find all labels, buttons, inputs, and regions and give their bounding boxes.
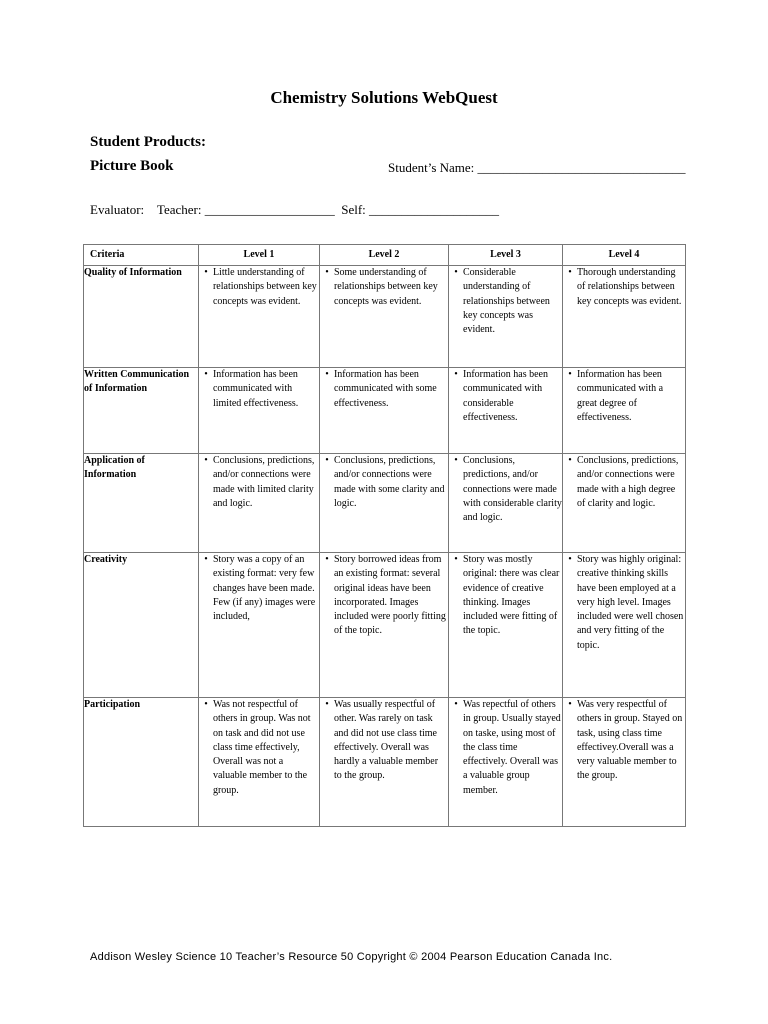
bullet-icon: •: [454, 699, 458, 710]
rubric-cell: [319, 368, 448, 454]
bullet-icon: •: [325, 369, 329, 380]
bullet-icon: •: [204, 554, 208, 565]
bullet-icon: •: [568, 554, 572, 565]
table-row: [84, 368, 686, 454]
rubric-cell: [562, 368, 685, 454]
rubric-cell: [198, 454, 319, 553]
bullet-icon: •: [454, 369, 458, 380]
cell-text: Was repectful of others in group. Usually stayed on taske, using most of the class time effectively. Overall was a valuable group member.: [463, 699, 561, 796]
cell-text: Story was a copy of an existing format: very few changes have been made. Few (if any) images were included,: [212, 554, 316, 623]
cell-text: Some understanding of relationships between key concepts was evident.: [333, 267, 438, 307]
student-products-label: Student Products:: [90, 134, 206, 150]
bullet-icon: •: [204, 455, 208, 466]
rubric-cell: [198, 266, 319, 368]
bullet-icon: •: [454, 455, 458, 466]
rubric-cell: [449, 266, 563, 368]
criteria-cell: Quality of Information: [84, 266, 199, 368]
bullet-icon: •: [568, 369, 572, 380]
rubric-cell: [449, 454, 563, 553]
bullet-icon: •: [454, 267, 458, 278]
cell-text: Little understanding of relationships between key concepts was evident.: [212, 267, 317, 307]
cell-text: Information has been communicated with some effectiveness.: [333, 369, 437, 409]
page-footer: Addison Wesley Science 10 Teacher’s Resource 50 Copyright © 2004 Pearson Education Canada Inc.: [90, 951, 613, 963]
document-title: Chemistry Solutions WebQuest: [270, 88, 498, 107]
rubric-cell: [449, 698, 563, 827]
criteria-cell: Creativity: [84, 553, 199, 698]
rubric-header-row: [84, 245, 686, 266]
rubric-cell: [319, 454, 448, 553]
rubric-cell: [449, 368, 563, 454]
cell-text: Information has been communicated with considerable effectiveness.: [463, 369, 548, 423]
cell-text: Story borrowed ideas from an existing format: several original ideas have been incorporated. Images included were poorly fitting of the topic.: [333, 554, 446, 637]
rubric-cell: [319, 553, 448, 698]
cell-text: Was usually respectful of other. Was rarely on task and did not use class time effectively. Overall was hardly a valuable member to the group.: [333, 699, 439, 782]
cell-text: Conclusions, predictions, and/or connections were made with limited clarity and logic.: [212, 455, 315, 509]
cell-text: Considerable understanding of relationships between key concepts was evident.: [463, 267, 550, 336]
evaluator-line: Evaluator: Teacher: ____________________ Self: ____________________: [90, 202, 500, 217]
rubric-table: [83, 244, 686, 827]
rubric-cell: [562, 266, 685, 368]
cell-text: Information has been communicated with limited effectiveness.: [212, 369, 299, 409]
cell-text: Story was mostly original: there was clear evidence of creative thinking. Images included were fitting of the topic.: [463, 554, 560, 637]
bullet-icon: •: [325, 699, 329, 710]
cell-text: Was not respectful of others in group. Was not on task and did not use class time effectively, Overall was not a valuable member to the group.: [212, 699, 311, 796]
product-name: Picture Book: [90, 158, 174, 174]
rubric-cell: [319, 266, 448, 368]
table-row: [84, 266, 686, 368]
bullet-icon: •: [325, 267, 329, 278]
rubric-cell: [562, 698, 685, 827]
bullet-icon: •: [568, 267, 572, 278]
bullet-icon: •: [204, 699, 208, 710]
table-row: [84, 454, 686, 553]
rubric-cell: [198, 553, 319, 698]
cell-text: Story was highly original: creative thinking skills have been employed at a very high level. Images included were well chosen and very fitting of the topic.: [576, 554, 684, 651]
bullet-icon: •: [204, 369, 208, 380]
rubric-cell: [198, 368, 319, 454]
bullet-icon: •: [454, 554, 458, 565]
rubric-cell: [562, 553, 685, 698]
cell-text: Was very respectful of others in group. Stayed on task, using class time effectivey.Overall was a very valuable member to the group.: [576, 699, 683, 782]
bullet-icon: •: [568, 699, 572, 710]
level-3-header: Level 3: [449, 245, 563, 266]
cell-text: Thorough understanding of relationships between key concepts was evident.: [576, 267, 682, 307]
criteria-cell: Application of Information: [84, 454, 199, 553]
cell-text: Conclusions, predictions, and/or connections were made with considerable clarity and logic.: [463, 455, 562, 524]
cell-text: Conclusions, predictions, and/or connections were made with some clarity and logic.: [333, 455, 445, 509]
table-row: [84, 553, 686, 698]
bullet-icon: •: [325, 554, 329, 565]
student-name-field: Student’s Name: ________________________________: [388, 160, 686, 175]
bullet-icon: •: [568, 455, 572, 466]
criteria-header: Criteria: [84, 245, 199, 266]
bullet-icon: •: [204, 267, 208, 278]
level-1-header: Level 1: [198, 245, 319, 266]
bullet-icon: •: [325, 455, 329, 466]
criteria-cell: Participation: [84, 698, 199, 827]
rubric-cell: [449, 553, 563, 698]
table-row: [84, 698, 686, 827]
rubric-cell: [198, 698, 319, 827]
rubric-cell: [562, 454, 685, 553]
level-4-header: Level 4: [562, 245, 685, 266]
cell-text: Conclusions, predictions, and/or connections were made with a high degree of clarity and logic.: [576, 455, 679, 509]
criteria-cell: Written Communication of Information: [84, 368, 199, 454]
level-2-header: Level 2: [319, 245, 448, 266]
cell-text: Information has been communicated with a great degree of effectiveness.: [576, 369, 664, 423]
rubric-cell: [319, 698, 448, 827]
